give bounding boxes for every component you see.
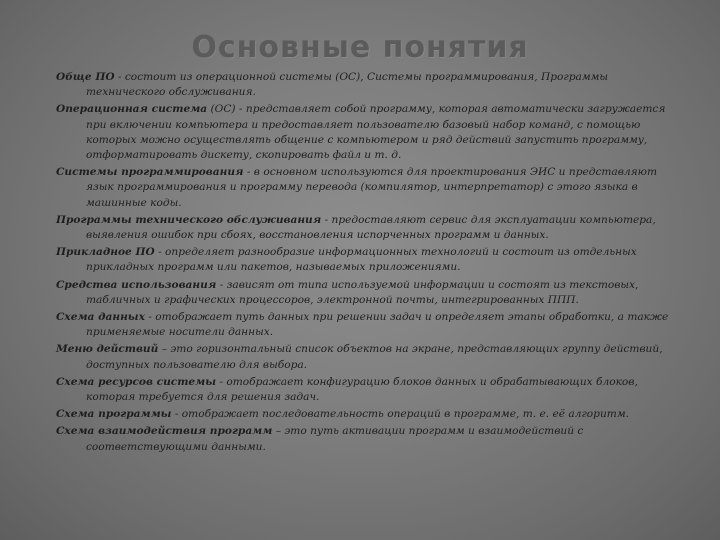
term: Системы программирования (56, 166, 244, 179)
definition: - предоставляют сервис для эксплуатации компьютера, выявления ошибок при сбоях, восстановления испорченных программ и данных. (86, 213, 656, 242)
definition: - отображает последовательность операций в программе, т. е. её алгоритм. (171, 408, 629, 421)
list-item (56, 407, 688, 422)
list-item (56, 165, 688, 211)
definition: (ОС) - представляет собой программу, которая автоматически загружается при включении компьютера и предоставляет пользователю базовый набор команд, с помощью которых можно осуществлять общение с компьютером и ряд действий запустить программу, отформатировать дискету, скопировать файл и т. д. (86, 103, 666, 162)
definition: – это путь активации программ и взаимодействий с соответствующими данными. (86, 425, 584, 453)
list-item (56, 70, 688, 100)
term: Меню действий (56, 343, 159, 356)
definition: - отображает путь данных при решении задач и определяет этапы обработки, а также применяемые носители данных. (86, 311, 669, 339)
list-item (56, 278, 688, 308)
definition: - состоит из операционной системы (ОС), Системы программирования, Программы технического обслуживания. (86, 71, 609, 99)
definition: - отображает конфигурацию блоков данных и обрабатывающих блоков, которая требуется для решения задач. (86, 375, 638, 404)
term: Обще ПО (56, 71, 115, 83)
list-item (56, 424, 688, 454)
term: Программы технического обслуживания (56, 213, 322, 226)
list-item (56, 102, 688, 163)
definitions-list (56, 70, 688, 457)
page-title: Основные понятия (191, 30, 529, 65)
term: Схема данных (56, 311, 145, 324)
term: Средства использования (56, 278, 217, 291)
definition: - зависят от типа используемой информации и состоят из текстовых, табличных и графических процессоров, электронной почты, интегрированных ППП. (86, 278, 639, 306)
list-item (56, 342, 688, 372)
list-item (56, 213, 688, 243)
term: Операционная система (56, 103, 208, 116)
term: Прикладное ПО (56, 246, 155, 259)
list-item (56, 375, 688, 405)
list-item (56, 310, 688, 340)
term: Схема ресурсов системы (56, 375, 217, 388)
term: Схема взаимодействия программ (56, 425, 273, 438)
definition: – это горизонтальный список объектов на экране, представляющих группу действий, доступных пользователю для выбора. (86, 343, 663, 371)
definition: - в основном используются для проектирования ЭИС и представляют язык программирования и программу перевода (компилятор, интерпретатор) с этого языка в машинные коды. (86, 166, 658, 209)
list-item (56, 245, 688, 275)
definition: - определяет разнообразие информационных технологий и состоит из отдельных прикладных программ или пакетов, называемых приложениями. (86, 246, 637, 274)
term: Схема программы (56, 408, 172, 421)
